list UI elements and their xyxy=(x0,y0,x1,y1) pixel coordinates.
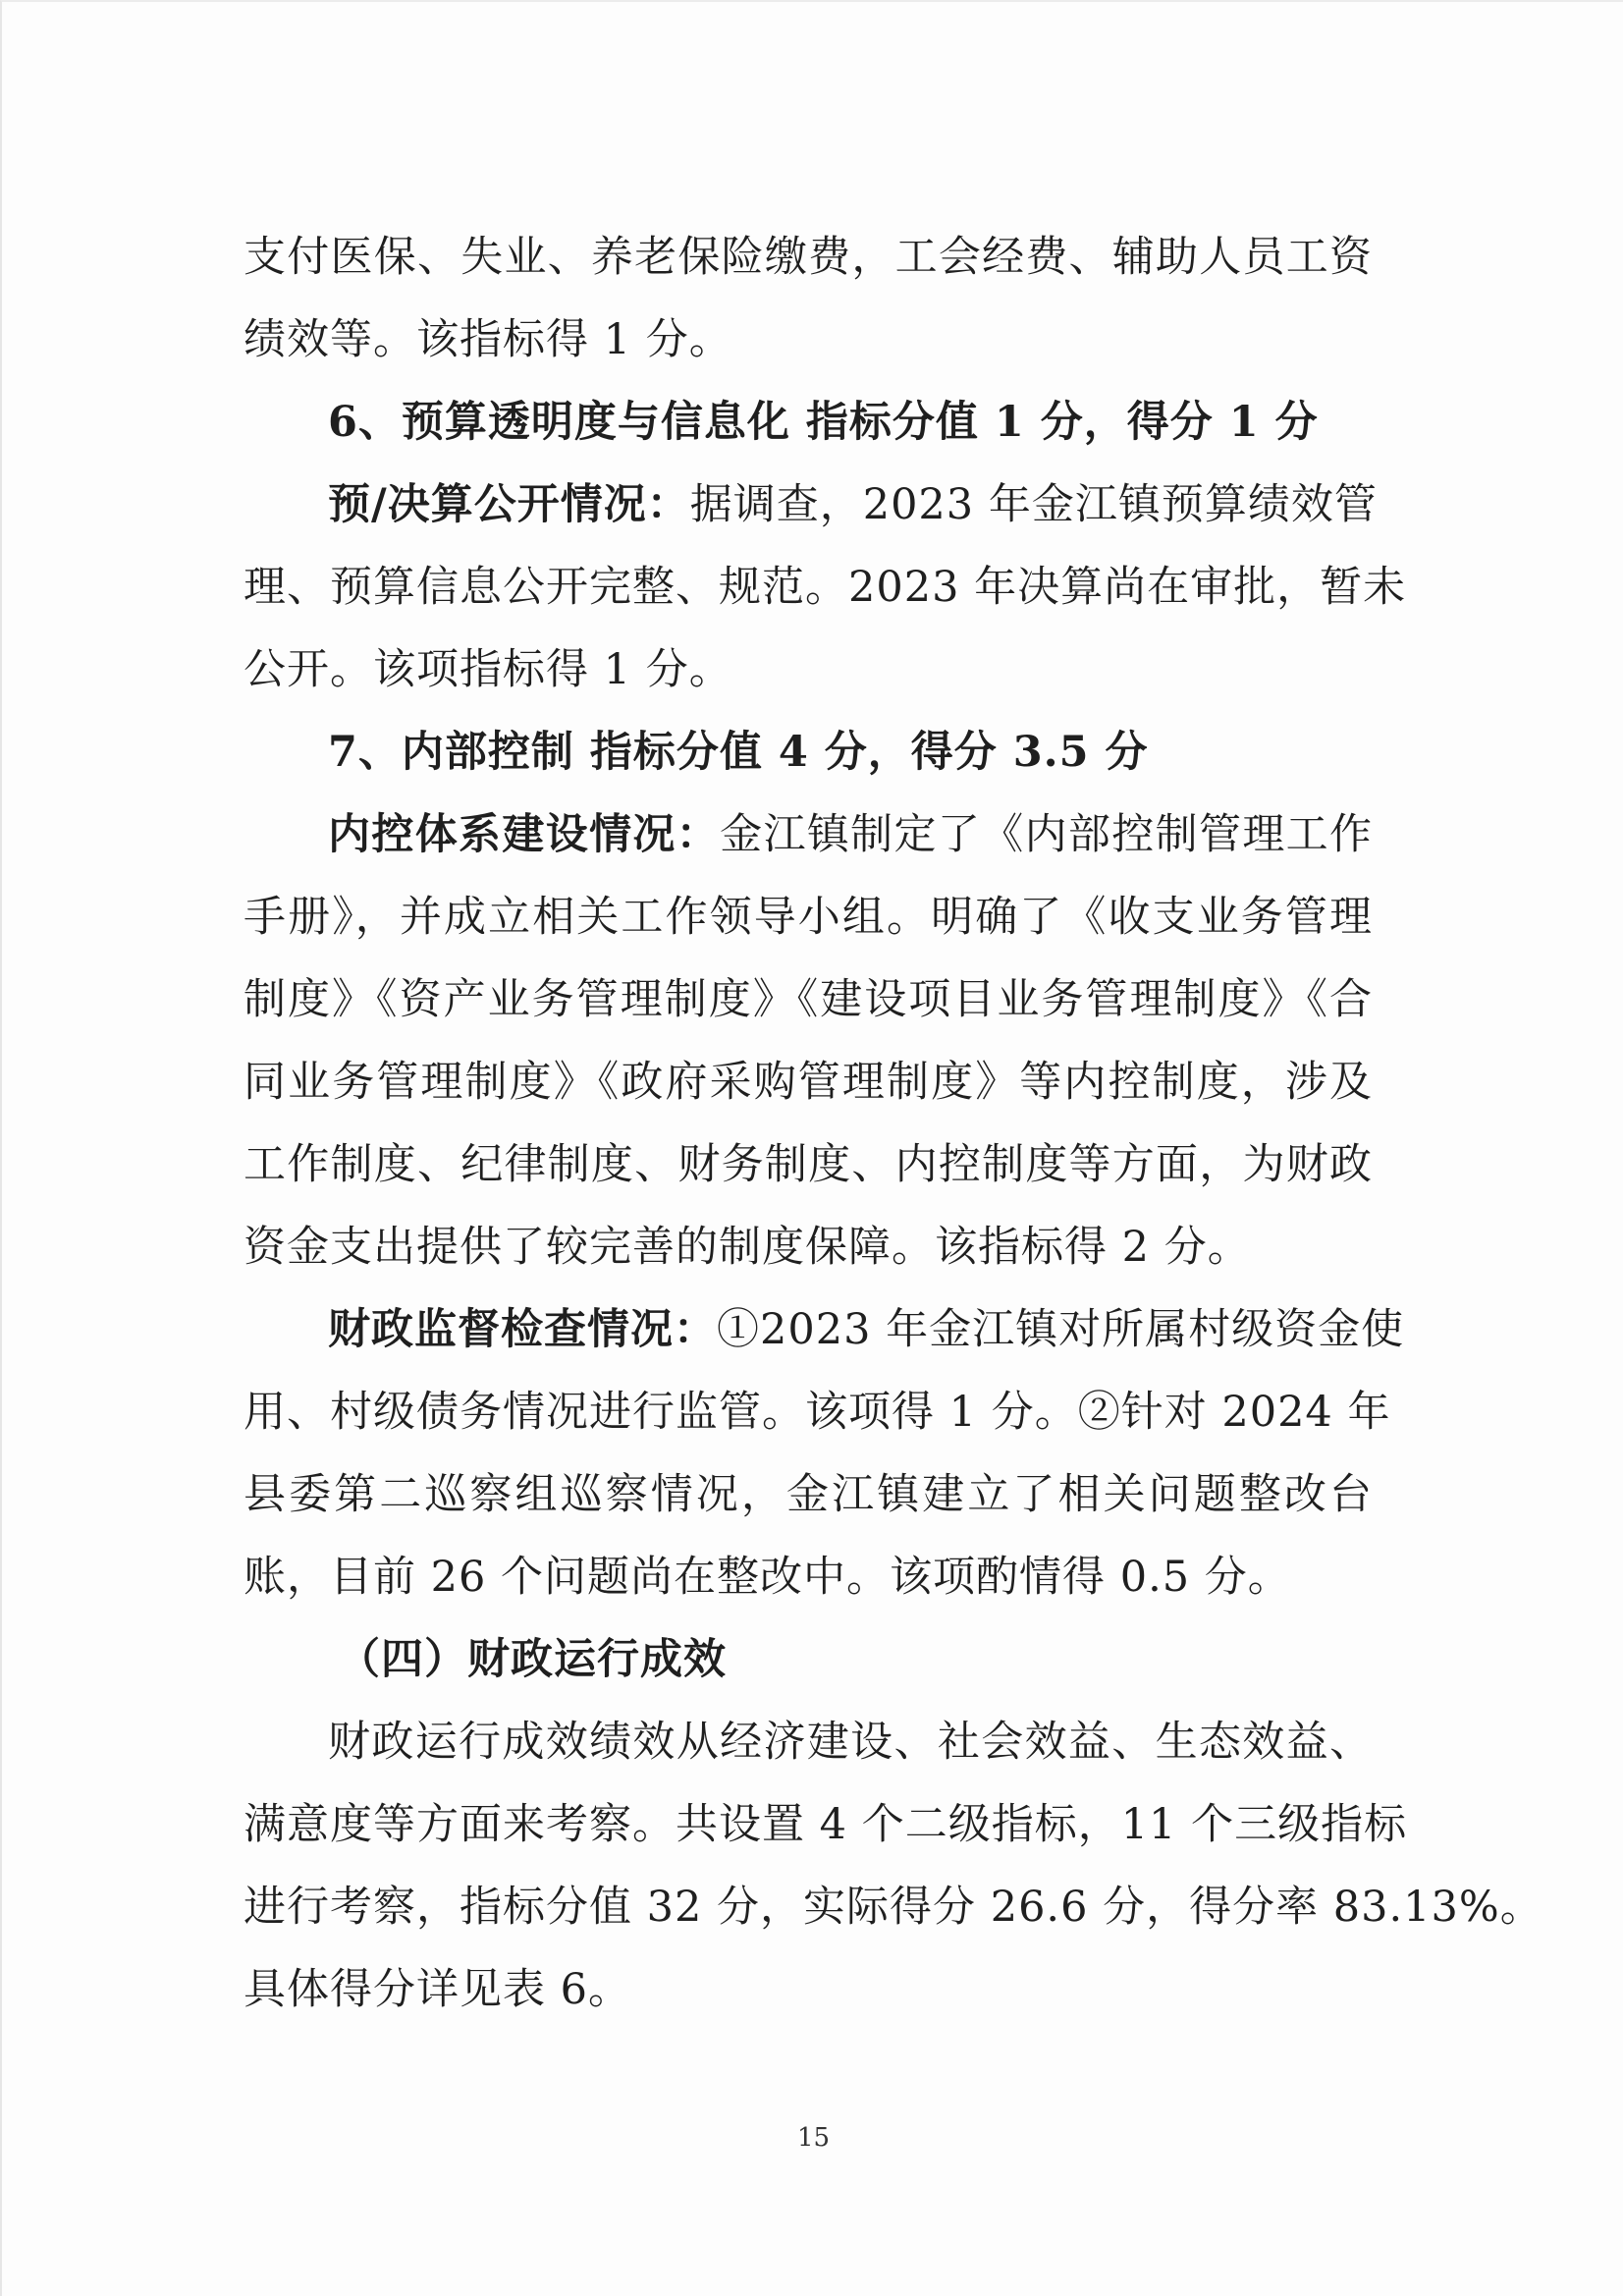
paragraph-line: 工作制度、纪律制度、财务制度、内控制度等方面，为财政 xyxy=(243,1140,1373,1189)
section-heading-7: 7、内部控制 指标分值 4 分，得分 3.5 分 xyxy=(328,728,1149,777)
page-number: 15 xyxy=(796,2123,831,2153)
paragraph-line: 绩效等。该指标得 1 分。 xyxy=(243,315,732,364)
paragraph-lead: 预/决算公开情况： xyxy=(328,480,690,529)
paragraph-line: 满意度等方面来考察。共设置 4 个二级指标，11 个三级指标 xyxy=(243,1800,1408,1849)
paragraph-line: 用、村级债务情况进行监管。该项得 1 分。②针对 2024 年 xyxy=(243,1388,1391,1437)
paragraph-line xyxy=(243,464,1378,546)
body-text xyxy=(243,216,1543,2031)
paragraph-line: 公开。该项指标得 1 分。 xyxy=(243,645,732,694)
paragraph-line: 支付医保、失业、养老保险缴费，工会经费、辅助人员工资 xyxy=(243,233,1373,282)
paragraph-lead: 内控体系建设情况： xyxy=(328,810,721,859)
paragraph-line: 制度》《资产业务管理制度》《建设项目业务管理制度》《合 xyxy=(243,975,1373,1024)
paragraph-line: 进行考察，指标分值 32 分，实际得分 26.6 分，得分率 83.13%。 xyxy=(243,1883,1543,1932)
subsection-heading: （四）财政运行成效 xyxy=(338,1635,727,1684)
paragraph-line: 财政运行成效绩效从经济建设、社会效益、生态效益、 xyxy=(328,1718,1373,1767)
paragraph-line: 资金支出提供了较完善的制度保障。该指标得 2 分。 xyxy=(243,1223,1251,1272)
paragraph-line: 账，目前 26 个问题尚在整改中。该项酌情得 0.5 分。 xyxy=(243,1553,1291,1602)
paragraph-line: 同业务管理制度》《政府采购管理制度》等内控制度，涉及 xyxy=(243,1058,1373,1107)
section-heading-6: 6、预算透明度与信息化 指标分值 1 分，得分 1 分 xyxy=(328,398,1319,447)
paragraph-line xyxy=(243,1288,1405,1371)
paragraph-lead: 财政监督检查情况： xyxy=(328,1305,717,1354)
paragraph-line xyxy=(243,793,1373,876)
paragraph-text: ①2023 年金江镇对所属村级资金使 xyxy=(717,1305,1405,1354)
paragraph-line: 具体得分详见表 6。 xyxy=(243,1965,632,2014)
paragraph-text: 金江镇制定了《内部控制管理工作 xyxy=(720,810,1374,859)
paragraph-line: 手册》，并成立相关工作领导小组。明确了《收支业务管理 xyxy=(243,893,1373,942)
paragraph-line: 理、预算信息公开完整、规范。2023 年决算尚在审批，暂未 xyxy=(243,563,1407,612)
paragraph-text: 据调查，2023 年金江镇预算绩效管 xyxy=(689,480,1378,529)
paragraph-line: 县委第二巡察组巡察情况，金江镇建立了相关问题整改台 xyxy=(243,1470,1373,1519)
